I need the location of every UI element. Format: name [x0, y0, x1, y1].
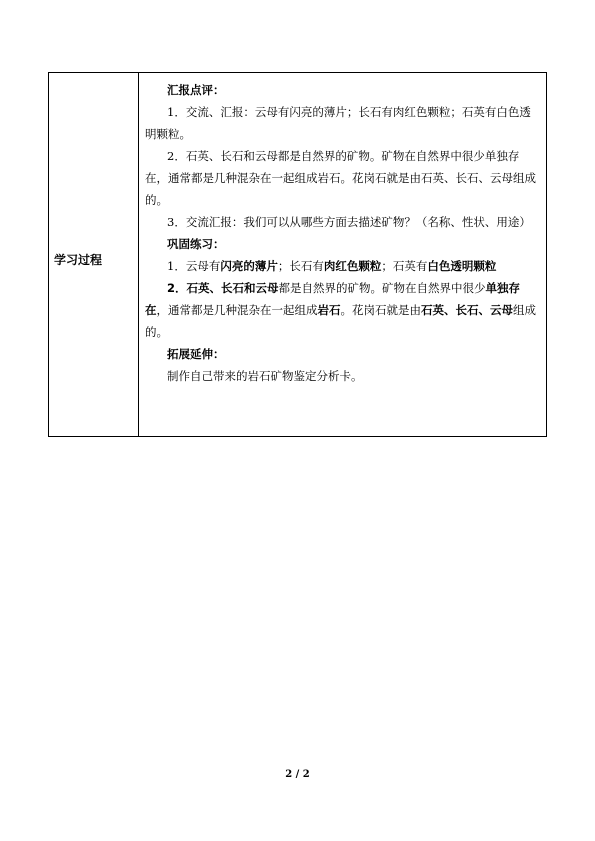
practice1-bold-d: 肉红色颗粒	[323, 259, 382, 273]
practice2-text-h: 组成的。	[145, 303, 536, 339]
practice1-bold-b: 闪亮的薄片	[220, 259, 278, 273]
extend-text: 制作自己带来的岩石矿物鉴定分析卡。	[167, 369, 363, 383]
practice2-bold-a: 2．石英、长石和云母	[167, 281, 279, 295]
practice2-text-f: 。花岗石就是由	[340, 303, 421, 317]
practice2-text-d: ，通常都是几种混杂在一起组成	[156, 303, 318, 317]
practice1-text-e: ；石英有	[381, 259, 428, 273]
practice-paragraph-1	[145, 255, 538, 277]
practice2-bold-e: 岩石	[317, 303, 341, 317]
practice2-text-b: 都是自然界的矿物。矿物在自然界中很少	[278, 281, 486, 295]
page-number: 2 / 2	[285, 769, 310, 780]
practice2-bold-g: 石英、长石、云母	[421, 303, 513, 317]
learning-process-label: 学习过程	[54, 253, 103, 267]
report-paragraph-2: 2．石英、长石和云母都是自然界的矿物。矿物在自然界中很少单独存在，通常都是几种混杂在一起组成岩石。花岗石就是由石英、长石、云母组成的。	[145, 149, 536, 207]
lesson-table	[48, 72, 547, 437]
report-paragraph-1: 1．交流、汇报：云母有闪亮的薄片；长石有肉红色颗粒；石英有白色透明颗粒。	[145, 105, 531, 141]
content-cell	[139, 73, 546, 436]
practice1-text-a: 1．云母有	[167, 259, 221, 273]
practice1-text-c: ；长石有	[277, 259, 324, 273]
practice2-bold-c: 单独存在	[145, 281, 521, 317]
practice-heading: 巩固练习：	[167, 237, 225, 251]
extend-heading: 拓展延伸：	[167, 347, 225, 361]
report-paragraph-3: 3．交流汇报：我们可以从哪些方面去描述矿物？（名称、性状、用途）	[167, 215, 531, 229]
report-heading: 汇报点评：	[167, 83, 225, 97]
practice1-bold-f: 白色透明颗粒	[427, 259, 497, 273]
practice-paragraph-2	[145, 277, 538, 343]
label-cell	[49, 73, 139, 436]
